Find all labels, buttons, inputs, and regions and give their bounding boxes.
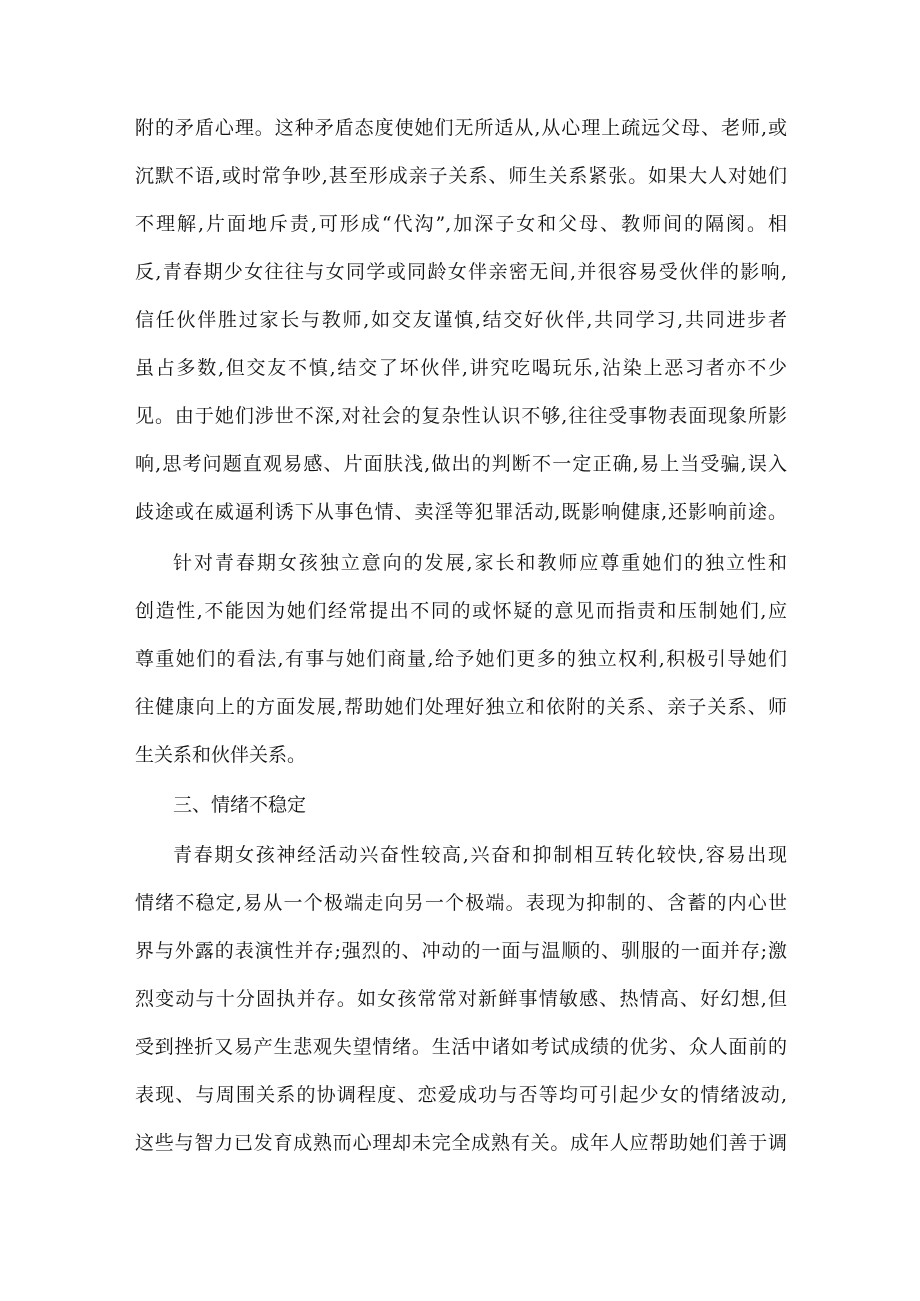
paragraph-line: 虽占多数,但交友不慎,结交了坏伙伴,讲究吃喝玩乐,沾染上恶习者亦不少	[135, 357, 787, 379]
paragraph-line: 附的矛盾心理。这种矛盾态度使她们无所适从,从心理上疏远父母、老师,或	[135, 117, 787, 139]
paragraph-line: 这些与智力已发育成熟而心理却未完全成熟有关。成年人应帮助她们善于调	[135, 1132, 787, 1154]
paragraph-line: 歧途或在威逼利诱下从事色情、卖淫等犯罪活动,既影响健康,还影响前途。	[135, 501, 787, 523]
paragraph-line: 沉默不语,或时常争吵,甚至形成亲子关系、师生关系紧张。如果大人对她们	[135, 165, 787, 187]
paragraph-line: 针对青春期女孩独立意向的发展,家长和教师应尊重她们的独立性和	[173, 552, 787, 574]
paragraph-line: 表现、与周围关系的协调程度、恋爱成功与否等均可引起少女的情绪波动,	[135, 1084, 787, 1106]
paragraph-line: 往健康向上的方面发展,帮助她们处理好独立和依附的关系、亲子关系、师	[135, 696, 787, 718]
paragraph-line: 反,青春期少女往往与女同学或同龄女伴亲密无间,并很容易受伙伴的影响,	[135, 261, 787, 283]
paragraph-line: 创造性,不能因为她们经常提出不同的或怀疑的意见而指责和压制她们,应	[135, 600, 787, 622]
paragraph-line: 烈变动与十分固执并存。如女孩常常对新鲜事情敏感、热情高、好幻想,但	[135, 988, 787, 1010]
paragraph-line: 界与外露的表演性并存;强烈的、冲动的一面与温顺的、驯服的一面并存;激	[135, 940, 787, 962]
paragraph-line: 尊重她们的看法,有事与她们商量,给予她们更多的独立权利,积极引导她们	[135, 648, 787, 670]
paragraph-line: 青春期女孩神经活动兴奋性较高,兴奋和抑制相互转化较快,容易出现	[173, 844, 787, 866]
paragraph-line: 生关系和伙伴关系。	[135, 744, 307, 766]
paragraph-line: 见。由于她们涉世不深,对社会的复杂性认识不够,往往受事物表面现象所影	[135, 405, 787, 427]
paragraph-line: 不理解,片面地斥责,可形成“代沟”,加深子女和父母、教师间的隔阂。相	[135, 213, 787, 235]
paragraph-line: 情绪不稳定,易从一个极端走向另一个极端。表现为抑制的、含蓄的内心世	[135, 892, 787, 914]
paragraph-line: 受到挫折又易产生悲观失望情绪。生活中诸如考试成绩的优劣、众人面前的	[135, 1036, 787, 1058]
paragraph-line: 信任伙伴胜过家长与教师,如交友谨慎,结交好伙伴,共同学习,共同进步者	[135, 309, 787, 331]
paragraph-line: 响,思考问题直观易感、片面肤浅,做出的判断不一定正确,易上当受骗,误入	[135, 453, 787, 475]
section-heading: 三、情绪不稳定	[173, 794, 307, 816]
